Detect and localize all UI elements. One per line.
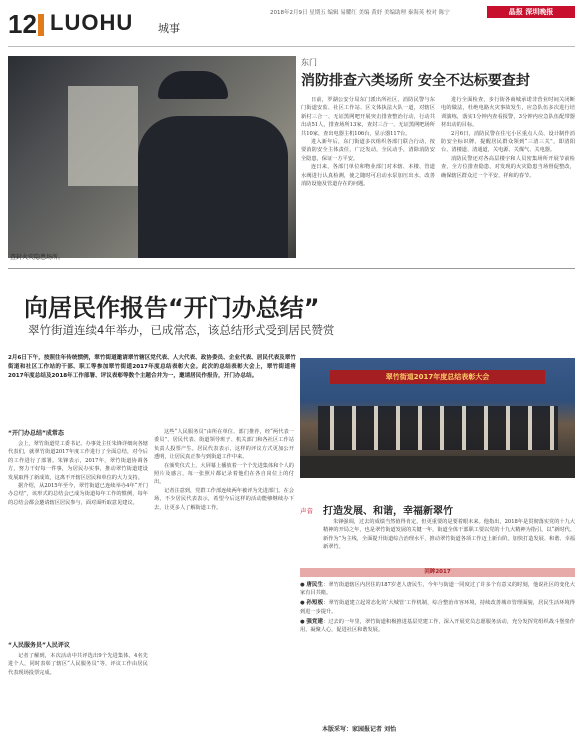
ceremony-photo: [300, 358, 575, 478]
photo-caption: 查封火灾隐患场所。: [10, 254, 65, 261]
review-text: 翠竹街道建立起常态化的‘大城管’工作机制，综合整治市容环境，持续改善城市管理面貌，居民生活环境得到进一步提升。: [300, 600, 575, 615]
review-item: ● 孙短板：翠竹街道建立起常态化的‘大城管’工作机制，综合整治市容环境，持续改善城市管理面貌，居民生活环境得到进一步提升。: [300, 600, 575, 615]
review-item: ● 强党建：过去的一年里，翠竹街道积极推进基层党建工作，深入开展党员志愿服务活动，充分发挥党组织战斗堡垒作用，凝聚人心，促进社区和谐发展。: [300, 618, 575, 634]
paragraph: 这些“人民服务员”由所在单位、部门推荐，经“两代表一委员”、居民代表、街道领导班子、机关部门和各社区工作站负责人投票产生。居民代表表示，这样的评议方式更加公开透明，让居民真正参与到街道工作中来。: [154, 429, 294, 461]
section-label: 城事: [158, 22, 180, 35]
story2-subtitle: 翠竹街道连续4年举办，已成常态，该总结形式受到居民赞赏: [28, 323, 335, 337]
paragraph: 连日来，各部门单位和物业部门对本辖、本楼、管道水阀进行认真检测，使之随时可启动水泵加压出水，改善消防设施及管道存在的问题。: [301, 164, 435, 188]
story2-column-1: [8, 440, 148, 636]
subhead-service-review: “人民服务员”人民评议: [8, 642, 70, 649]
story2-lead: 2月6日下午，按照往年传统惯例，翠竹街道邀请翠竹辖区党代表、人大代表、政协委员、企业代表、居民代表及翠竹街道和社区工作站的干部、职工等参加翠竹街道2017年度总结表彰大会。此次的总结表彰大会上，翠竹街道将2017年度总结及2018年工作部署、评议表彰等数个主题合并为一，邀请居民作报告，开门办总结。: [8, 355, 296, 379]
paragraph: 日前，罗湖公安分局东门派出所社区、消防民警与东门街道安监、社区工作站、区文体执法大队一道，对辖区新村三合一、无证黑网吧开展突击排查整治行动，行动共出动51人，排查场所13家，查封三合一、无证黑网吧场所共10家，查出电器主机106台，显示器117台。: [301, 97, 435, 137]
story1-column-2: [441, 96, 575, 264]
review-band: 回眸2017: [300, 568, 575, 577]
page-header: [8, 6, 575, 46]
paragraph: 消防民警还对各高层楼宇和人员密集场所开展节前检查，全方位排查隐患，对发现的火灾隐患当场督促整改，确保辖区群众过一个平安、祥和的春节。: [441, 155, 575, 179]
ceremony-banner: 翠竹街道2017年度总结表彰大会: [330, 370, 545, 384]
review-name: 强党建: [306, 618, 324, 625]
story2-column-1b: [8, 652, 148, 744]
accent-bar: [38, 14, 44, 36]
paragraph: 进行全面检查，步行街各商城承诺非营业时间关闭断电的做法，杜绝电路火灾事故发生，应急队伍多次进行培训演练，落实1分钟内查看报警，3分钟内应急队伍配带器材出动的目标。: [441, 97, 575, 129]
subhead-open-summary: “开门办总结”成常态: [8, 430, 64, 437]
story2-headline: 向居民作报告“开门办总结”: [24, 294, 320, 322]
story1-headline: 消防排查六类场所 安全不达标要查封: [301, 73, 530, 89]
door-shape: [68, 86, 138, 186]
edition-meta: 2018年2月9日 星期五 编辑 易耀红 美编 黄妤 美编助理 秦海英 校对 陈宁: [270, 10, 450, 16]
award-recipients-shape: [318, 406, 558, 450]
paragraph: 进入新年后，东门街道多次组织各部门联合行动，按要消防安全主体责任，广泛发动，全民动手，清除消防安全隐患，保证一方平安。: [301, 139, 435, 162]
story2-column-2: [154, 428, 294, 744]
paragraph: 在颁奖仪式上，大屏幕上播放着一个个先进集体和个人的照片及感言，每一张照片都记录着他们在各自岗位上的付出。: [154, 462, 294, 486]
byline-credit: 本版采写：家园报记者 刘怡: [322, 726, 397, 733]
review-list: [300, 580, 575, 720]
review-text: 过去的一年里，翠竹街道积极推进基层党建工作，深入开展党员志愿服务活动，充分发挥党组织战斗堡垒作用，凝聚人心，促进社区和谐发展。: [300, 618, 575, 634]
header-rule: [8, 46, 575, 47]
police-cap-shape: [158, 71, 228, 99]
paragraph: 据介绍，从2015年至今，翠竹街道已连续举办4年“开门办总结”，该形式的总结会已成为街道每年工作的惯例，每年的总结会都会邀请辖区居民参与，面对面听取意见建议。: [8, 483, 148, 506]
paragraph: 会上，翠竹街道党工委书记、办事处主任朱锋详细向各辖代表们，就翠竹街道2017年度工作进行了全面总结，对今后的工作进行了部署。朱锋表示，2017年，翠竹街道协调各方，努力干好每一件事，为居民办实事，推动翠竹街道建设发展取得了新成效，这离不开辖区居民和单位的大力支持。: [8, 441, 148, 481]
review-name: 唐民生: [306, 582, 324, 588]
audience-shape: [300, 456, 575, 478]
section-divider: [8, 268, 575, 269]
story1-column-1: [301, 96, 435, 264]
paragraph: 记者了解到，本次活动中共评选出9个先进集体，4名先进个人，同时表彰了辖区“人民服务员”等，评议工作由居民代表现场投票完成。: [8, 653, 148, 676]
story3-tag: 声音: [300, 507, 313, 515]
paragraph: 记者注意到，党群工作部连续两年被评为先进部门。在会场，不少居民代表表示，希望今后这样的活动能够继续办下去，让更多人了解街道工作。: [154, 487, 294, 511]
paragraph: 2月6日，消防民警在住宅小区重点人员、设计制作消防安全标识牌，提醒居民群众领到“三清三关”，即清阳台、清楼道、清通道，关电源、关煤气、关电器。: [441, 130, 575, 154]
brand-title: LUOHU: [50, 10, 134, 35]
review-item: ● 唐民生：翠竹街道辖区内居住的187岁老人唐民生，今年与街道一同度过了许多个有意义的时刻，他说社区的变化大家有目共睹。: [300, 582, 575, 597]
story3-headline: 打造发展、和谐，幸福新翠竹: [323, 506, 453, 517]
newspaper-logo: 晶报 深圳晚报: [487, 6, 575, 18]
officer-shape: [138, 116, 288, 258]
page-number: 12: [8, 9, 37, 39]
review-text: 翠竹街道辖区内居住的187岁老人唐民生，今年与街道一同度过了许多个有意义的时刻，他说社区的变化大家有目共睹。: [300, 582, 575, 597]
review-name: 孙短板: [306, 600, 324, 607]
story1-tag: 东门: [301, 58, 317, 67]
fire-inspection-photo: [8, 56, 296, 258]
story3-body: 朱锋强调，过去的成绩当然值得肯定，但更重要的是要着眼未来。他指出，2018年是贯彻落实党的十九大精神的开局之年，也是翠竹街道发展的关键一年，街道全体干部职工要以党的十九大精神为指引，以“新时代、新作为”为主线，全面提升街道综合治理水平，推动翠竹街道各项工作迈上新台阶。加快打造发展、和谐、幸福新翠竹。: [323, 519, 575, 551]
